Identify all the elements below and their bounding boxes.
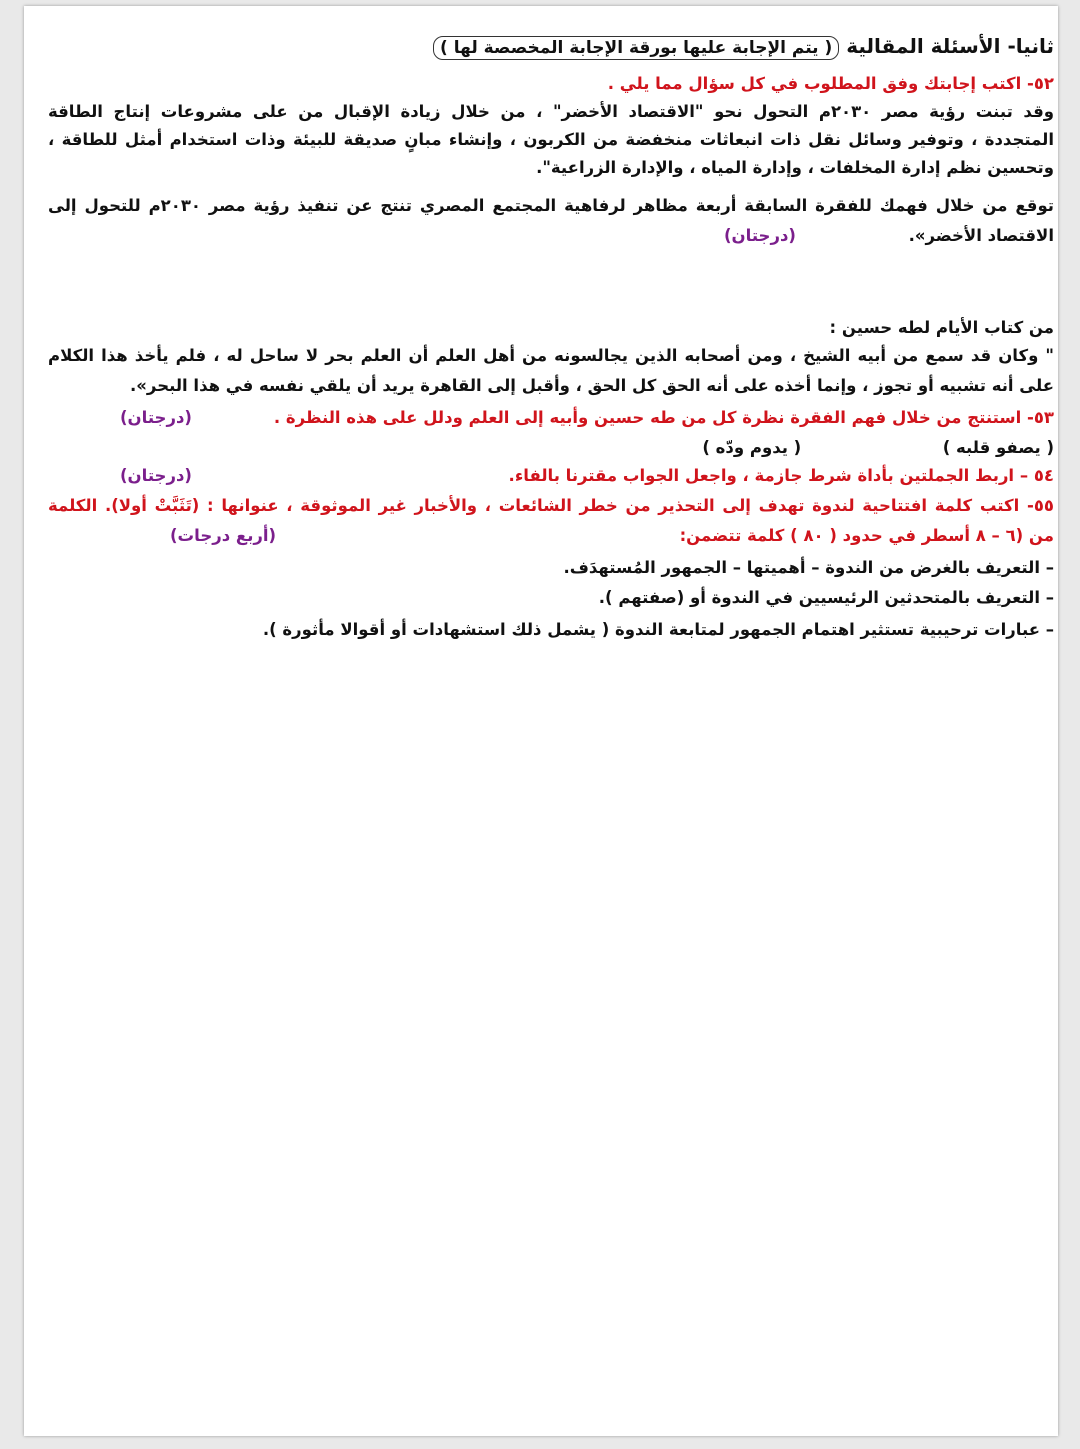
q55-question-line-1: ٥٥- اكتب كلمة افتتاحية لندوة تهدف إلى التحذير من خطر الشائعات ، والأخبار غير الموثوقة ، عنوانها : (تَثَبَّتْ أولا). الكلمة: [48, 496, 1054, 515]
q53-passage-line-1: " وكان قد سمع من أبيه الشيخ ، ومن أصحابه الذين يجالسونه من أهل العلم أن العلم بحر لا ساحل له ، فلم يأخذ هذا الكلام: [48, 346, 1054, 365]
section-title-note: ( يتم الإجابة عليها بورقة الإجابة المخصصة لها ): [433, 36, 839, 60]
q52-question-line-2: [48, 222, 1054, 250]
q55-point-2: – التعريف بالمتحدثين الرئيسيين في الندوة أو (صفتهم ).: [598, 588, 1054, 607]
q53-question-line: [48, 404, 1054, 432]
q52-instruction: ٥٢- اكتب إجابتك وفق المطلوب في كل سؤال مما يلي .: [607, 74, 1054, 93]
section-title-label: ثانيا- الأسئلة المقالية: [846, 34, 1054, 58]
q52-passage-line-2: المتجددة ، وتوفير وسائل نقل ذات انبعاثات منخفضة من الكربون ، وإنشاء مبانٍ صديقة للبيئة وذات استخدام أمثل للطاقة ،: [48, 130, 1054, 149]
q52-question-text: الاقتصاد الأخضر».: [908, 226, 1054, 245]
q53-grade: (درجتان): [120, 408, 192, 427]
q55-question-line-2-row: [48, 522, 1054, 550]
q54-phrases: [48, 434, 1054, 462]
q55-question-line-2: من (٦ – ٨ أسطر في حدود ( ٨٠ ) كلمة تتضمن:: [679, 526, 1054, 545]
section-title: [48, 32, 1054, 60]
q52-passage-line-1: وقد تبنت رؤية مصر ٢٠٣٠م التحول نحو "الاقتصاد الأخضر" ، من خلال زيادة الإقبال من على مشروعات إنتاج الطاقة: [48, 102, 1054, 121]
q53-source: من كتاب الأيام لطه حسين :: [829, 318, 1054, 337]
q55-point-3: – عبارات ترحيبية تستثير اهتمام الجمهور لمتابعة الندوة ( يشمل ذلك استشهادات أو أقوالا مأثورة ).: [262, 620, 1054, 639]
document-page: [24, 6, 1058, 1436]
q53-passage-line-2: على أنه تشبيه أو تجوز ، وإنما أخذه على أنه الحق كل الحق ، وأقبل إلى القاهرة يريد أن يلقي نفسه في هذا البحر».: [130, 376, 1054, 395]
q54-phrase-a: ( يصفو قلبه ): [942, 438, 1054, 457]
q52-passage-line-3: وتحسين نظم إدارة المخلفات ، وإدارة المياه ، والإدارة الزراعية".: [536, 158, 1054, 177]
q54-grade: (درجتان): [120, 466, 192, 485]
q52-grade: (درجتان): [724, 226, 796, 245]
q54-question-line: [48, 462, 1054, 490]
q54-question: ٥٤ – اربط الجملتين بأداة شرط جازمة ، واجعل الجواب مقترنا بالفاء.: [508, 466, 1054, 485]
q55-grade: (أربع درجات): [170, 526, 277, 545]
q54-phrase-b: ( يدوم ودّه ): [702, 438, 802, 457]
q52-question-line-1: توقع من خلال فهمك للفقرة السابقة أربعة مظاهر لرفاهية المجتمع المصري تنتج عن تنفيذ رؤية مصر ٢٠٣٠م للتحول إلى: [48, 196, 1054, 215]
q53-question: ٥٣- استنتج من خلال فهم الفقرة نظرة كل من طه حسين وأبيه إلى العلم ودلل على هذه النظرة .: [273, 408, 1054, 427]
q55-point-1: – التعريف بالغرض من الندوة – أهميتها – الجمهور المُستهدَف.: [563, 558, 1054, 577]
